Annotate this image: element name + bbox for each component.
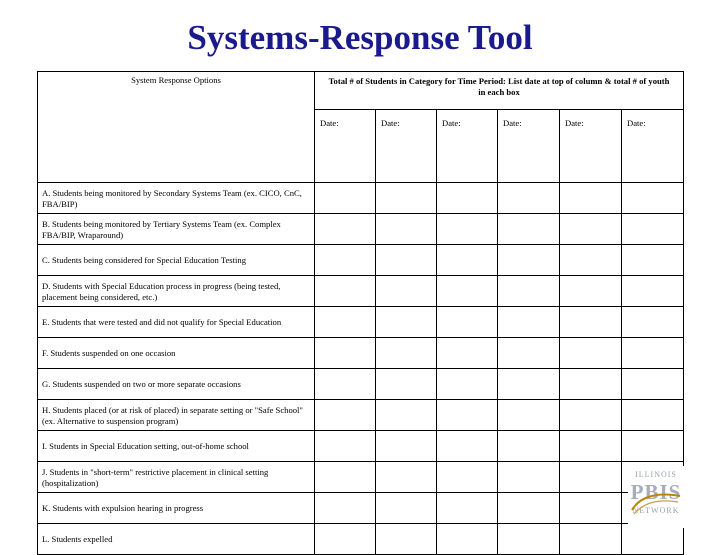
date-cell[interactable]: [315, 110, 376, 183]
date-cell[interactable]: [560, 110, 622, 183]
systems-response-table: [37, 71, 684, 555]
count-cell[interactable]: [315, 338, 376, 369]
table-row: [38, 307, 684, 338]
count-cell[interactable]: [498, 369, 560, 400]
table-row: [38, 214, 684, 245]
count-cell[interactable]: [315, 183, 376, 214]
count-cell[interactable]: [437, 524, 498, 555]
count-cell[interactable]: [376, 276, 437, 307]
table-row: [38, 431, 684, 462]
count-cell[interactable]: [376, 245, 437, 276]
row-label: F. Students suspended on one occasion: [42, 348, 176, 358]
logo-pbis-text: PBIS: [630, 480, 682, 504]
table-row: [38, 338, 684, 369]
count-cell[interactable]: [376, 431, 437, 462]
date-label: Date:: [627, 118, 646, 128]
row-label-cell: [38, 493, 315, 524]
count-cell[interactable]: [376, 493, 437, 524]
date-label: Date:: [565, 118, 584, 128]
row-label: L. Students expelled: [42, 534, 113, 544]
count-cell[interactable]: [622, 524, 684, 555]
table-row: [38, 245, 684, 276]
row-label-cell: [38, 431, 315, 462]
row-label: J. Students in "short-term" restrictive placement in clinical setting (hospitalization): [42, 466, 269, 488]
table-row: [38, 524, 684, 555]
logo-illinois-text: ILLINOIS: [635, 470, 677, 479]
count-cell[interactable]: [498, 524, 560, 555]
count-cell[interactable]: [622, 369, 684, 400]
count-cell[interactable]: [560, 431, 622, 462]
date-cell[interactable]: [498, 110, 560, 183]
count-cell[interactable]: [560, 462, 622, 493]
count-cell[interactable]: [498, 276, 560, 307]
count-cell[interactable]: [622, 245, 684, 276]
illinois-pbis-network-logo: [628, 466, 684, 528]
count-cell[interactable]: [376, 524, 437, 555]
count-cell[interactable]: [498, 431, 560, 462]
count-cell[interactable]: [560, 245, 622, 276]
count-cell[interactable]: [376, 338, 437, 369]
options-header-text: System Response Options: [131, 75, 221, 85]
logo-swoosh-icon: [628, 466, 684, 528]
row-label: K. Students with expulsion hearing in progress: [42, 503, 204, 513]
count-cell[interactable]: [498, 400, 560, 431]
options-header-cell: [38, 72, 315, 183]
count-cell[interactable]: [498, 214, 560, 245]
count-cell[interactable]: [315, 524, 376, 555]
row-label-cell: [38, 369, 315, 400]
row-label: G. Students suspended on two or more separate occasions: [42, 379, 241, 389]
table-row: [38, 183, 684, 214]
row-label-cell: [38, 276, 315, 307]
count-cell[interactable]: [437, 183, 498, 214]
count-cell[interactable]: [622, 214, 684, 245]
date-label: Date:: [320, 118, 339, 128]
totals-header-text: Total # of Students in Category for Time Period: List date at top of column & total # of youth in each box: [328, 76, 670, 97]
count-cell[interactable]: [498, 307, 560, 338]
count-cell[interactable]: [437, 338, 498, 369]
count-cell[interactable]: [498, 493, 560, 524]
table-row: [38, 462, 684, 493]
count-cell[interactable]: [315, 431, 376, 462]
count-cell[interactable]: [560, 369, 622, 400]
count-cell[interactable]: [315, 462, 376, 493]
table-body: [38, 72, 684, 555]
count-cell[interactable]: [498, 245, 560, 276]
count-cell[interactable]: [498, 338, 560, 369]
count-cell[interactable]: [560, 400, 622, 431]
row-label: I. Students in Special Education setting, out-of-home school: [42, 441, 249, 451]
date-label: Date:: [503, 118, 522, 128]
table-row: [38, 369, 684, 400]
totals-header-cell: [315, 72, 684, 110]
count-cell[interactable]: [622, 431, 684, 462]
date-cell[interactable]: [437, 110, 498, 183]
table-row: [38, 400, 684, 431]
count-cell[interactable]: [560, 183, 622, 214]
count-cell[interactable]: [315, 307, 376, 338]
count-cell[interactable]: [560, 338, 622, 369]
count-cell[interactable]: [315, 400, 376, 431]
count-cell[interactable]: [315, 276, 376, 307]
count-cell[interactable]: [437, 307, 498, 338]
count-cell[interactable]: [437, 276, 498, 307]
table-row: [38, 493, 684, 524]
count-cell[interactable]: [498, 183, 560, 214]
count-cell[interactable]: [622, 276, 684, 307]
row-label-cell: [38, 245, 315, 276]
row-label-cell: [38, 214, 315, 245]
count-cell[interactable]: [560, 493, 622, 524]
count-cell[interactable]: [622, 307, 684, 338]
row-label: C. Students being considered for Special Education Testing: [42, 255, 247, 265]
count-cell[interactable]: [622, 338, 684, 369]
row-label: E. Students that were tested and did not qualify for Special Education: [42, 317, 282, 327]
row-label-cell: [38, 524, 315, 555]
count-cell[interactable]: [376, 214, 437, 245]
count-cell[interactable]: [560, 307, 622, 338]
page-title: Systems-Response Tool: [187, 18, 533, 57]
count-cell[interactable]: [315, 214, 376, 245]
count-cell[interactable]: [437, 214, 498, 245]
count-cell[interactable]: [622, 400, 684, 431]
count-cell[interactable]: [376, 400, 437, 431]
date-cell[interactable]: [622, 110, 684, 183]
row-label: D. Students with Special Education process in progress (being tested, placement being considered, etc.): [42, 280, 281, 302]
row-label-cell: [38, 307, 315, 338]
row-label-cell: [38, 183, 315, 214]
count-cell[interactable]: [315, 245, 376, 276]
count-cell[interactable]: [315, 493, 376, 524]
count-cell[interactable]: [437, 245, 498, 276]
count-cell[interactable]: [437, 400, 498, 431]
count-cell[interactable]: [437, 431, 498, 462]
count-cell[interactable]: [376, 307, 437, 338]
count-cell[interactable]: [376, 183, 437, 214]
count-cell[interactable]: [315, 369, 376, 400]
date-label: Date:: [381, 118, 400, 128]
row-label: A. Students being monitored by Secondary Systems Team (ex. CICO, CnC, FBA/BIP): [42, 187, 302, 209]
row-label-cell: [38, 338, 315, 369]
count-cell[interactable]: [376, 369, 437, 400]
count-cell[interactable]: [376, 462, 437, 493]
count-cell[interactable]: [560, 524, 622, 555]
date-label: Date:: [442, 118, 461, 128]
count-cell[interactable]: [560, 214, 622, 245]
count-cell[interactable]: [437, 493, 498, 524]
count-cell[interactable]: [437, 369, 498, 400]
header-row: [38, 72, 684, 110]
date-cell[interactable]: [376, 110, 437, 183]
row-label: B. Students being monitored by Tertiary Systems Team (ex. Complex FBA/BIP, Wraparound): [42, 218, 281, 240]
count-cell[interactable]: [437, 462, 498, 493]
row-label-cell: [38, 462, 315, 493]
row-label: H. Students placed (or at risk of placed) in separate setting or "Safe School" (ex. Alternative to suspension program): [42, 404, 303, 426]
count-cell[interactable]: [622, 183, 684, 214]
table-row: [38, 276, 684, 307]
logo-network-text: NETWORK: [632, 506, 680, 515]
count-cell[interactable]: [560, 276, 622, 307]
row-label-cell: [38, 400, 315, 431]
count-cell[interactable]: [498, 462, 560, 493]
